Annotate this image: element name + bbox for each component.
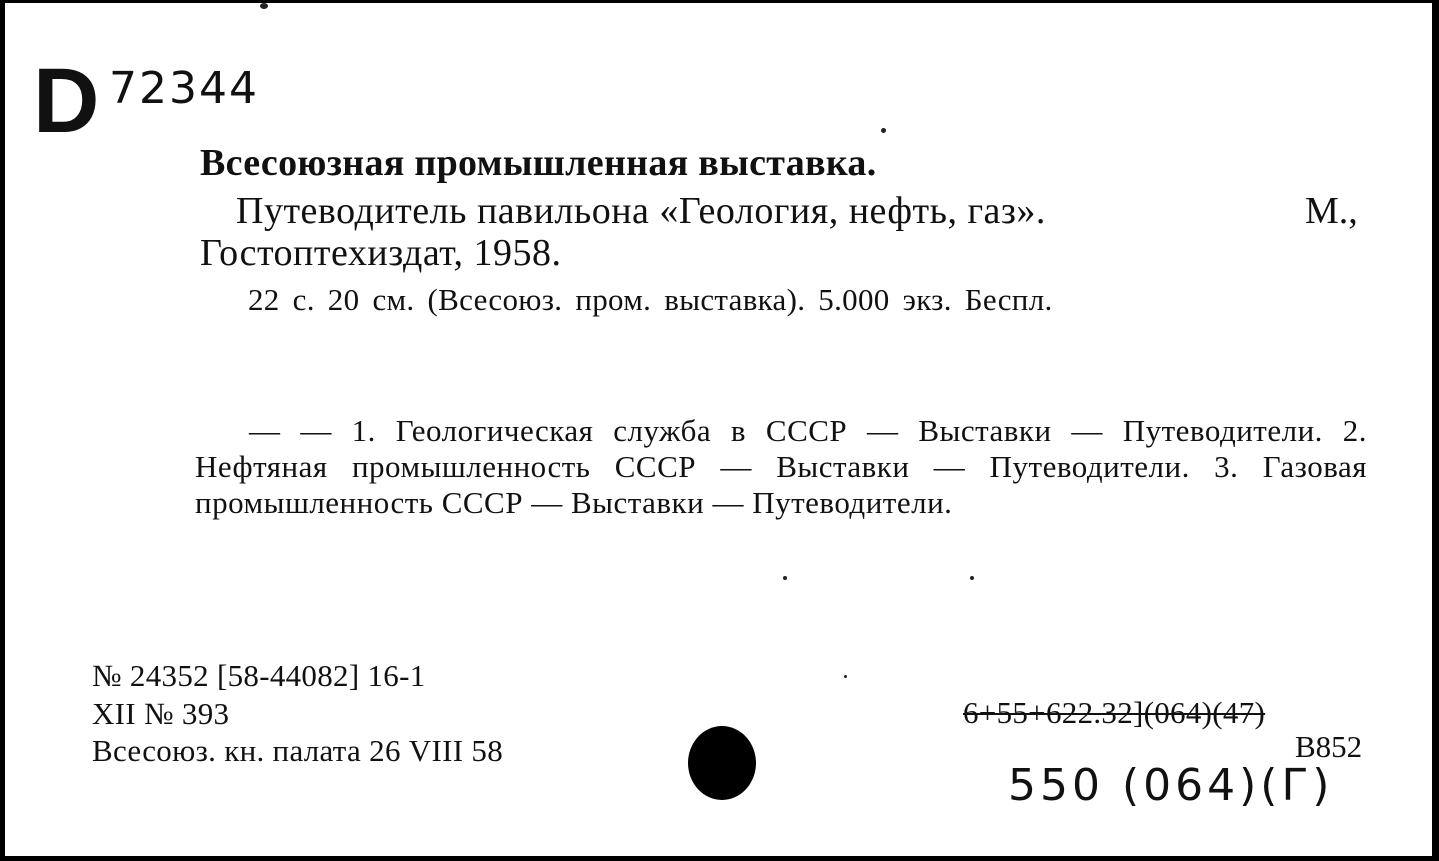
physical-description: 22 с. 20 см. (Всесоюз. пром. выставка). 5.000 экз. Беспл. xyxy=(248,282,1053,317)
crossed-out-classification: 6+55+622.32](064)(47) xyxy=(963,695,1266,730)
publisher-line: Гостоптехиздат, 1958. xyxy=(200,232,562,274)
ink-speck xyxy=(260,3,268,9)
classification-code: В852 xyxy=(1295,729,1363,764)
ink-speck xyxy=(844,675,847,678)
place-of-publication: М., xyxy=(1305,190,1358,232)
ink-speck xyxy=(970,576,974,580)
catalog-card xyxy=(5,3,1432,856)
call-number-digits: 72344 xyxy=(109,63,259,114)
registration-line-1: № 24352 [58-44082] 16-1 xyxy=(92,658,426,693)
registration-line-2: XII № 393 xyxy=(92,696,230,731)
handwritten-classification: 550 (064)(Г) xyxy=(1008,760,1334,811)
ink-speck xyxy=(881,128,886,133)
card-heading: Всесоюзная промышленная выставка. xyxy=(200,142,877,184)
ink-speck xyxy=(783,576,787,580)
title-line: Путеводитель павильона «Геология, нефть, газ». xyxy=(236,190,1046,232)
subject-headings: — — 1. Геологическая служба в СССР — Выставки — Путеводители. 2. Нефтяная промышленность СССР — Выставки — Путеводители. 3. Газовая промышленность СССР — Выставки — Путеводители. xyxy=(195,413,1367,520)
punch-hole xyxy=(688,726,756,800)
registration-line-3: Всесоюз. кн. палата 26 VIII 58 xyxy=(92,733,504,768)
call-number-letter: D xyxy=(33,50,100,152)
